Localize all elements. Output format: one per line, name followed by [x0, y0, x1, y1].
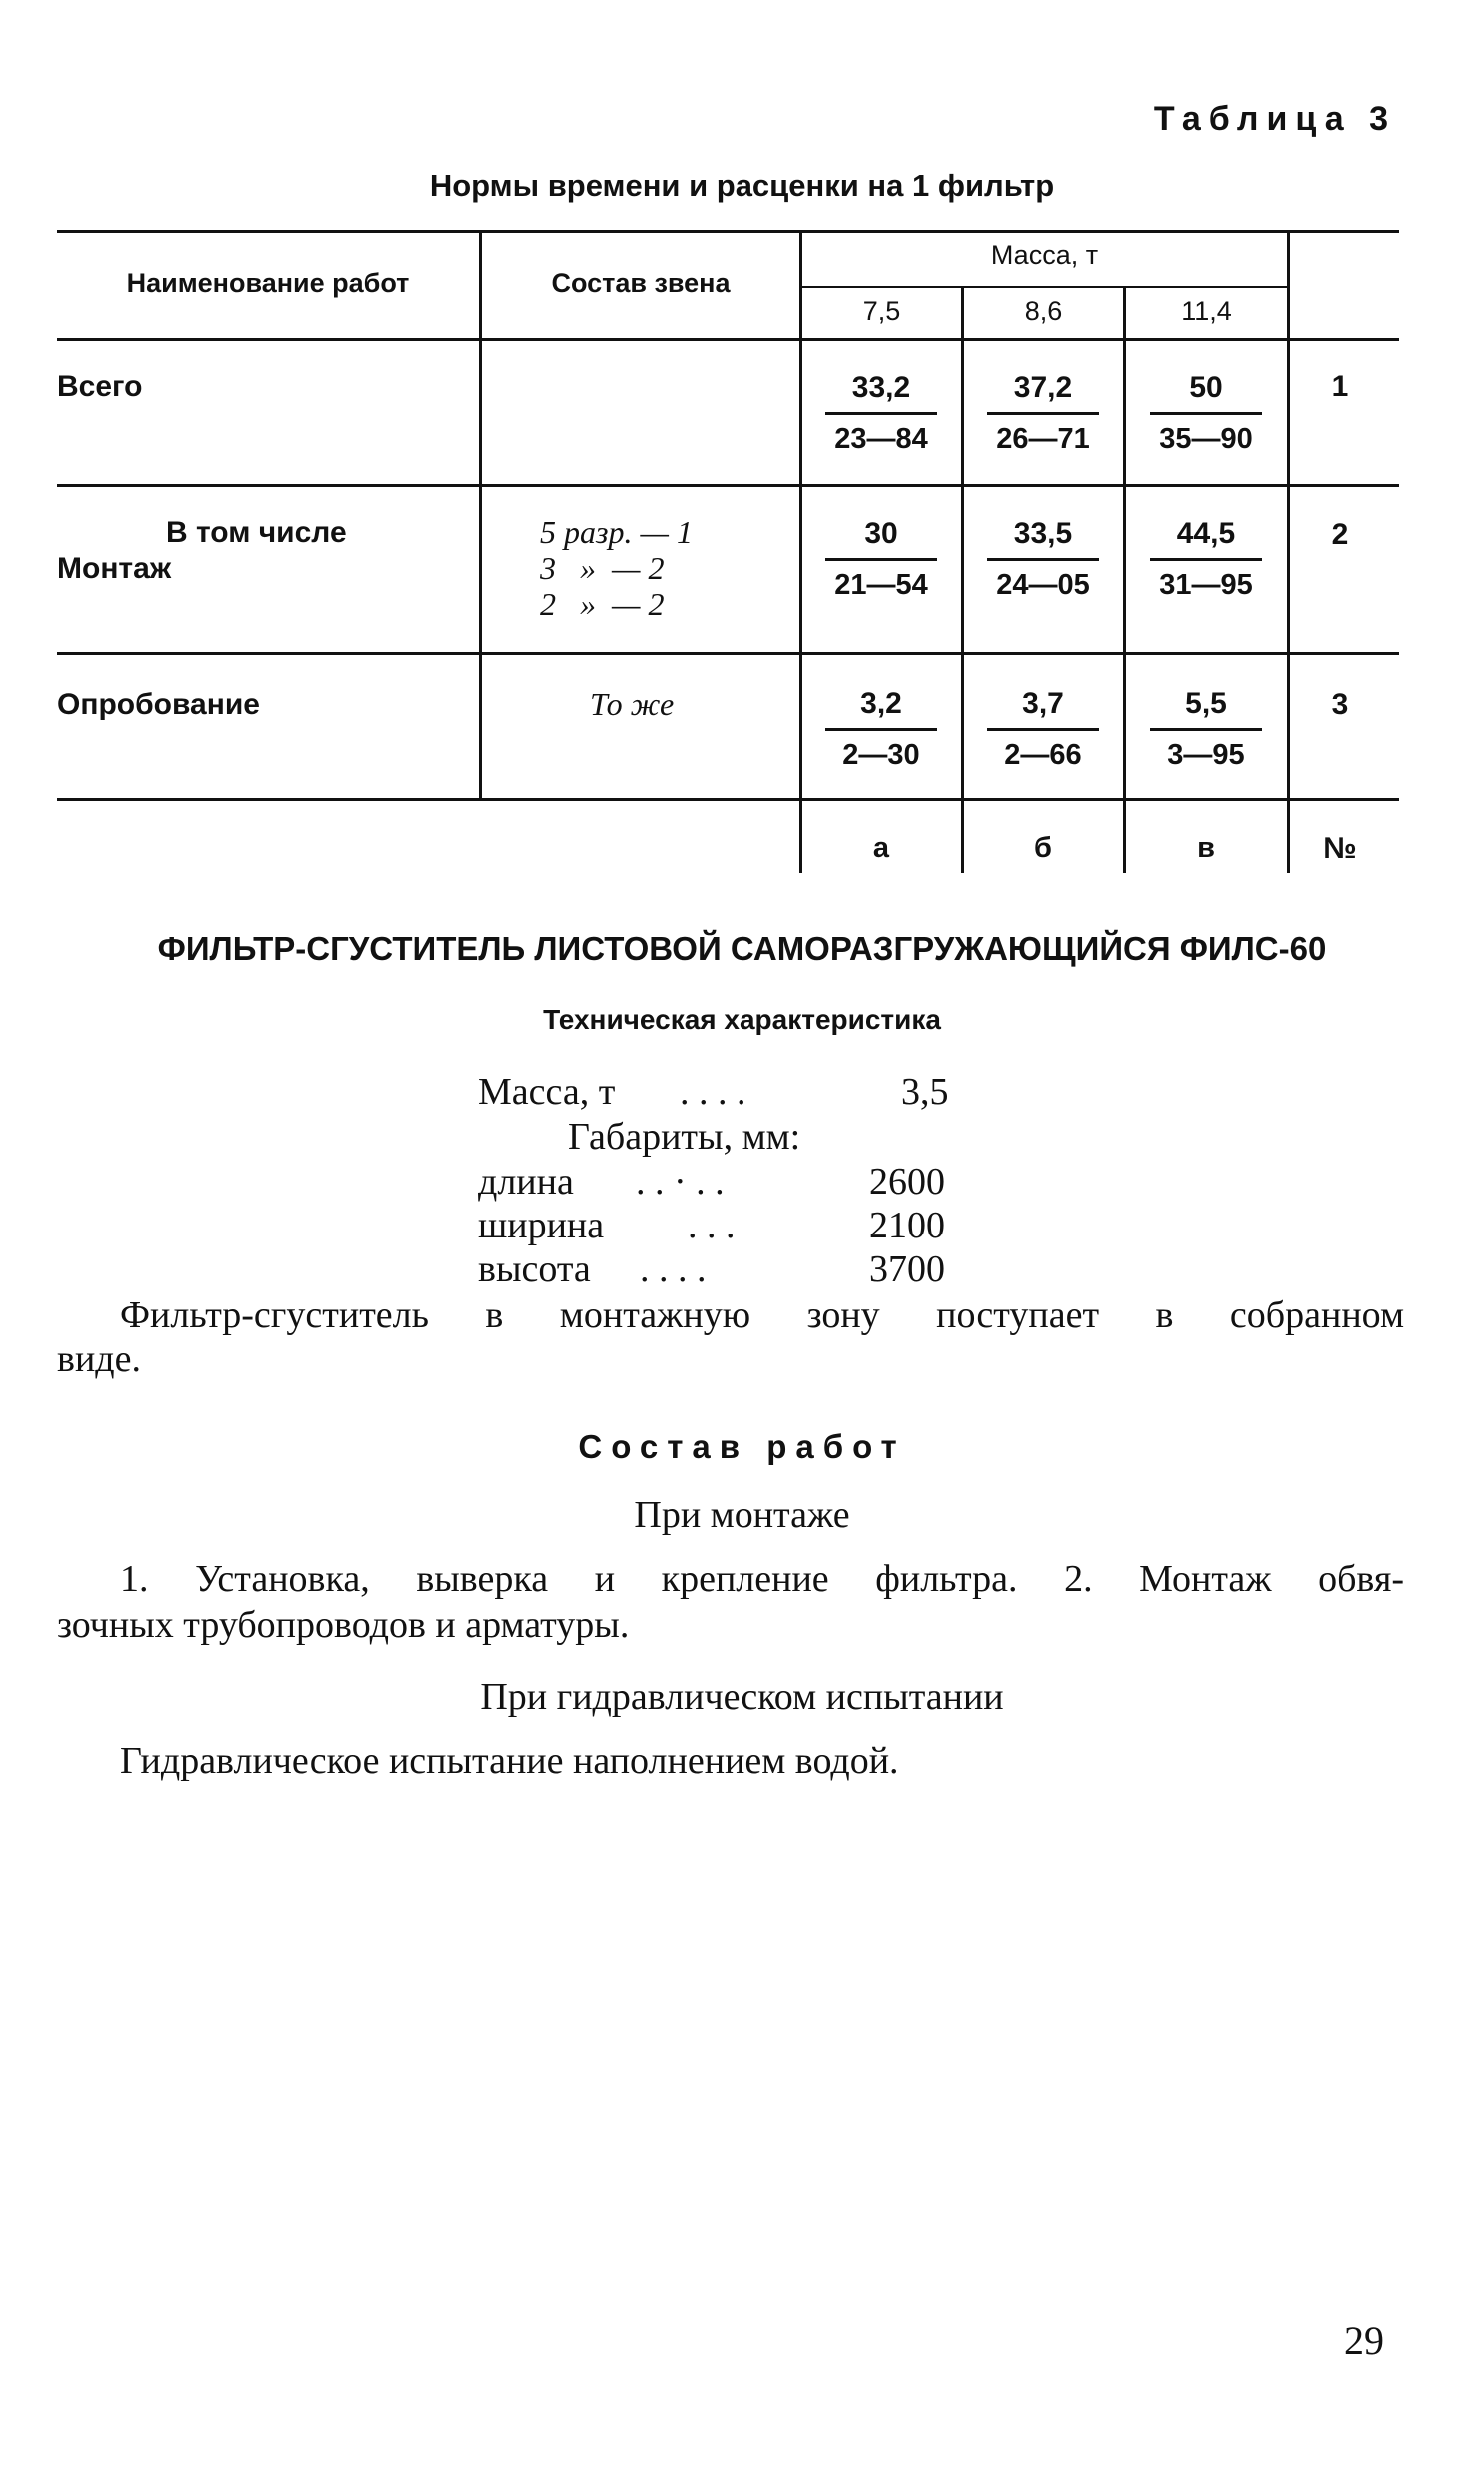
spec-mass-value: 3,5: [901, 1071, 949, 1113]
norm-hours: 37,2: [1013, 371, 1073, 404]
fraction-bar: [825, 412, 937, 415]
rate: 26—71: [996, 423, 1090, 455]
row1-bottom-rule: [57, 484, 1399, 487]
row3-col1-value: [811, 682, 951, 777]
row1-number: 1: [1331, 370, 1349, 403]
rate: 24—05: [996, 569, 1090, 601]
spec-height-label: высота: [478, 1248, 591, 1290]
spec-length-value: 2600: [869, 1161, 945, 1203]
rate: 31—95: [1159, 569, 1253, 601]
fraction-bar: [1150, 412, 1262, 415]
norm-hours: 44,5: [1176, 517, 1236, 550]
fraction-bar: [825, 728, 937, 731]
header-work-name: Наименование работ: [126, 268, 410, 298]
row2-number: 2: [1331, 518, 1349, 551]
row2-name: Монтаж: [57, 552, 172, 585]
row2-crew: 5 разр. — 1 3 » — 2 2 » — 2: [540, 514, 693, 622]
row3-name: Опробование: [57, 688, 260, 721]
row3-number: 3: [1331, 688, 1349, 721]
row3-bottom-rule: [57, 798, 1399, 801]
spec-width-value: 2100: [869, 1205, 945, 1246]
spec-length-dots: . . · . .: [636, 1161, 725, 1203]
table-top-rule: [57, 230, 1399, 233]
norm-hours: 5,5: [1185, 687, 1227, 720]
spec-mass-label: Масса, т: [478, 1071, 616, 1113]
rate: 2—30: [842, 739, 920, 771]
mounting-text-line1: 1. Установка, выверка и крепление фильтра. 2. Монтаж обвя-: [120, 1558, 1404, 1600]
norm-hours: 50: [1189, 371, 1223, 404]
fraction-bar: [987, 412, 1099, 415]
column-number-sign: №: [1323, 832, 1357, 865]
fraction-bar: [825, 558, 937, 561]
fraction-bar: [987, 558, 1099, 561]
header-mass: Масса, т: [990, 240, 1099, 270]
spec-dims-label: Габариты, мм:: [568, 1116, 801, 1158]
header-bottom-rule: [57, 338, 1399, 341]
delivery-text-line2: виде.: [57, 1338, 141, 1380]
rate: 21—54: [834, 569, 928, 601]
norm-hours: 33,5: [1013, 517, 1073, 550]
column-letter-b: б: [1034, 832, 1052, 864]
row3-col2-value: [973, 682, 1113, 777]
mass-subheader-rule: [800, 286, 1289, 288]
hydro-text: Гидравлическое испытание наполнением водой.: [120, 1740, 899, 1782]
row2-col1-value: [811, 512, 951, 607]
row2-name-prefix: В том числе: [166, 516, 347, 549]
rate: 35—90: [1159, 423, 1253, 455]
row2-col3-value: [1136, 512, 1276, 607]
row2-col2-value: [973, 512, 1113, 607]
mounting-text-line2: зочных трубопроводов и арматуры.: [57, 1604, 630, 1646]
work-composition-title: Состав работ: [578, 1428, 906, 1465]
norm-hours: 3,2: [860, 687, 902, 720]
col-divider-3: [961, 286, 964, 873]
norm-hours: 3,7: [1022, 687, 1064, 720]
spec-width-label: ширина: [478, 1205, 605, 1246]
column-letter-a: а: [872, 832, 890, 864]
row1-col2-value: [973, 366, 1113, 461]
table-label: Таблица 3: [1153, 100, 1396, 138]
header-mass-1: 7,5: [862, 296, 901, 326]
mounting-subtitle: При монтаже: [634, 1494, 850, 1536]
row1-name: Всего: [57, 370, 143, 403]
col-divider-4: [1123, 286, 1126, 873]
row1-col1-value: [811, 366, 951, 461]
fraction-bar: [987, 728, 1099, 731]
rate: 3—95: [1167, 739, 1245, 771]
spec-width-dots: . . .: [688, 1205, 736, 1246]
fraction-bar: [1150, 728, 1262, 731]
norm-hours: 33,2: [851, 371, 911, 404]
hydro-subtitle: При гидравлическом испытании: [480, 1676, 1004, 1718]
header-crew: Состав звена: [551, 268, 731, 298]
fraction-bar: [1150, 558, 1262, 561]
spec-length-label: длина: [478, 1161, 574, 1203]
rate: 2—66: [1004, 739, 1082, 771]
delivery-text-line1: Фильтр-сгуститель в монтажную зону поступает в собранном: [120, 1294, 1404, 1336]
page-number: 29: [1344, 2318, 1384, 2363]
spec-title: Техническая характеристика: [543, 1004, 941, 1035]
column-letter-v: в: [1197, 832, 1215, 864]
spec-mass-dots: . . . .: [680, 1071, 746, 1113]
row1-col3-value: [1136, 366, 1276, 461]
section-title: ФИЛЬТР-СГУСТИТЕЛЬ ЛИСТОВОЙ САМОРАЗГРУЖАЮЩИЙСЯ ФИЛС-60: [157, 930, 1327, 967]
col-divider-1: [479, 230, 482, 800]
norm-hours: 30: [864, 517, 898, 550]
rate: 23—84: [834, 423, 928, 455]
header-mass-2: 8,6: [1024, 296, 1063, 326]
table-caption: Нормы времени и расценки на 1 фильтр: [429, 168, 1055, 203]
row2-bottom-rule: [57, 652, 1399, 655]
spec-height-dots: . . . .: [640, 1248, 707, 1290]
header-mass-3: 11,4: [1181, 296, 1232, 326]
row3-crew: То же: [590, 686, 675, 722]
row3-col3-value: [1136, 682, 1276, 777]
spec-height-value: 3700: [869, 1248, 945, 1290]
